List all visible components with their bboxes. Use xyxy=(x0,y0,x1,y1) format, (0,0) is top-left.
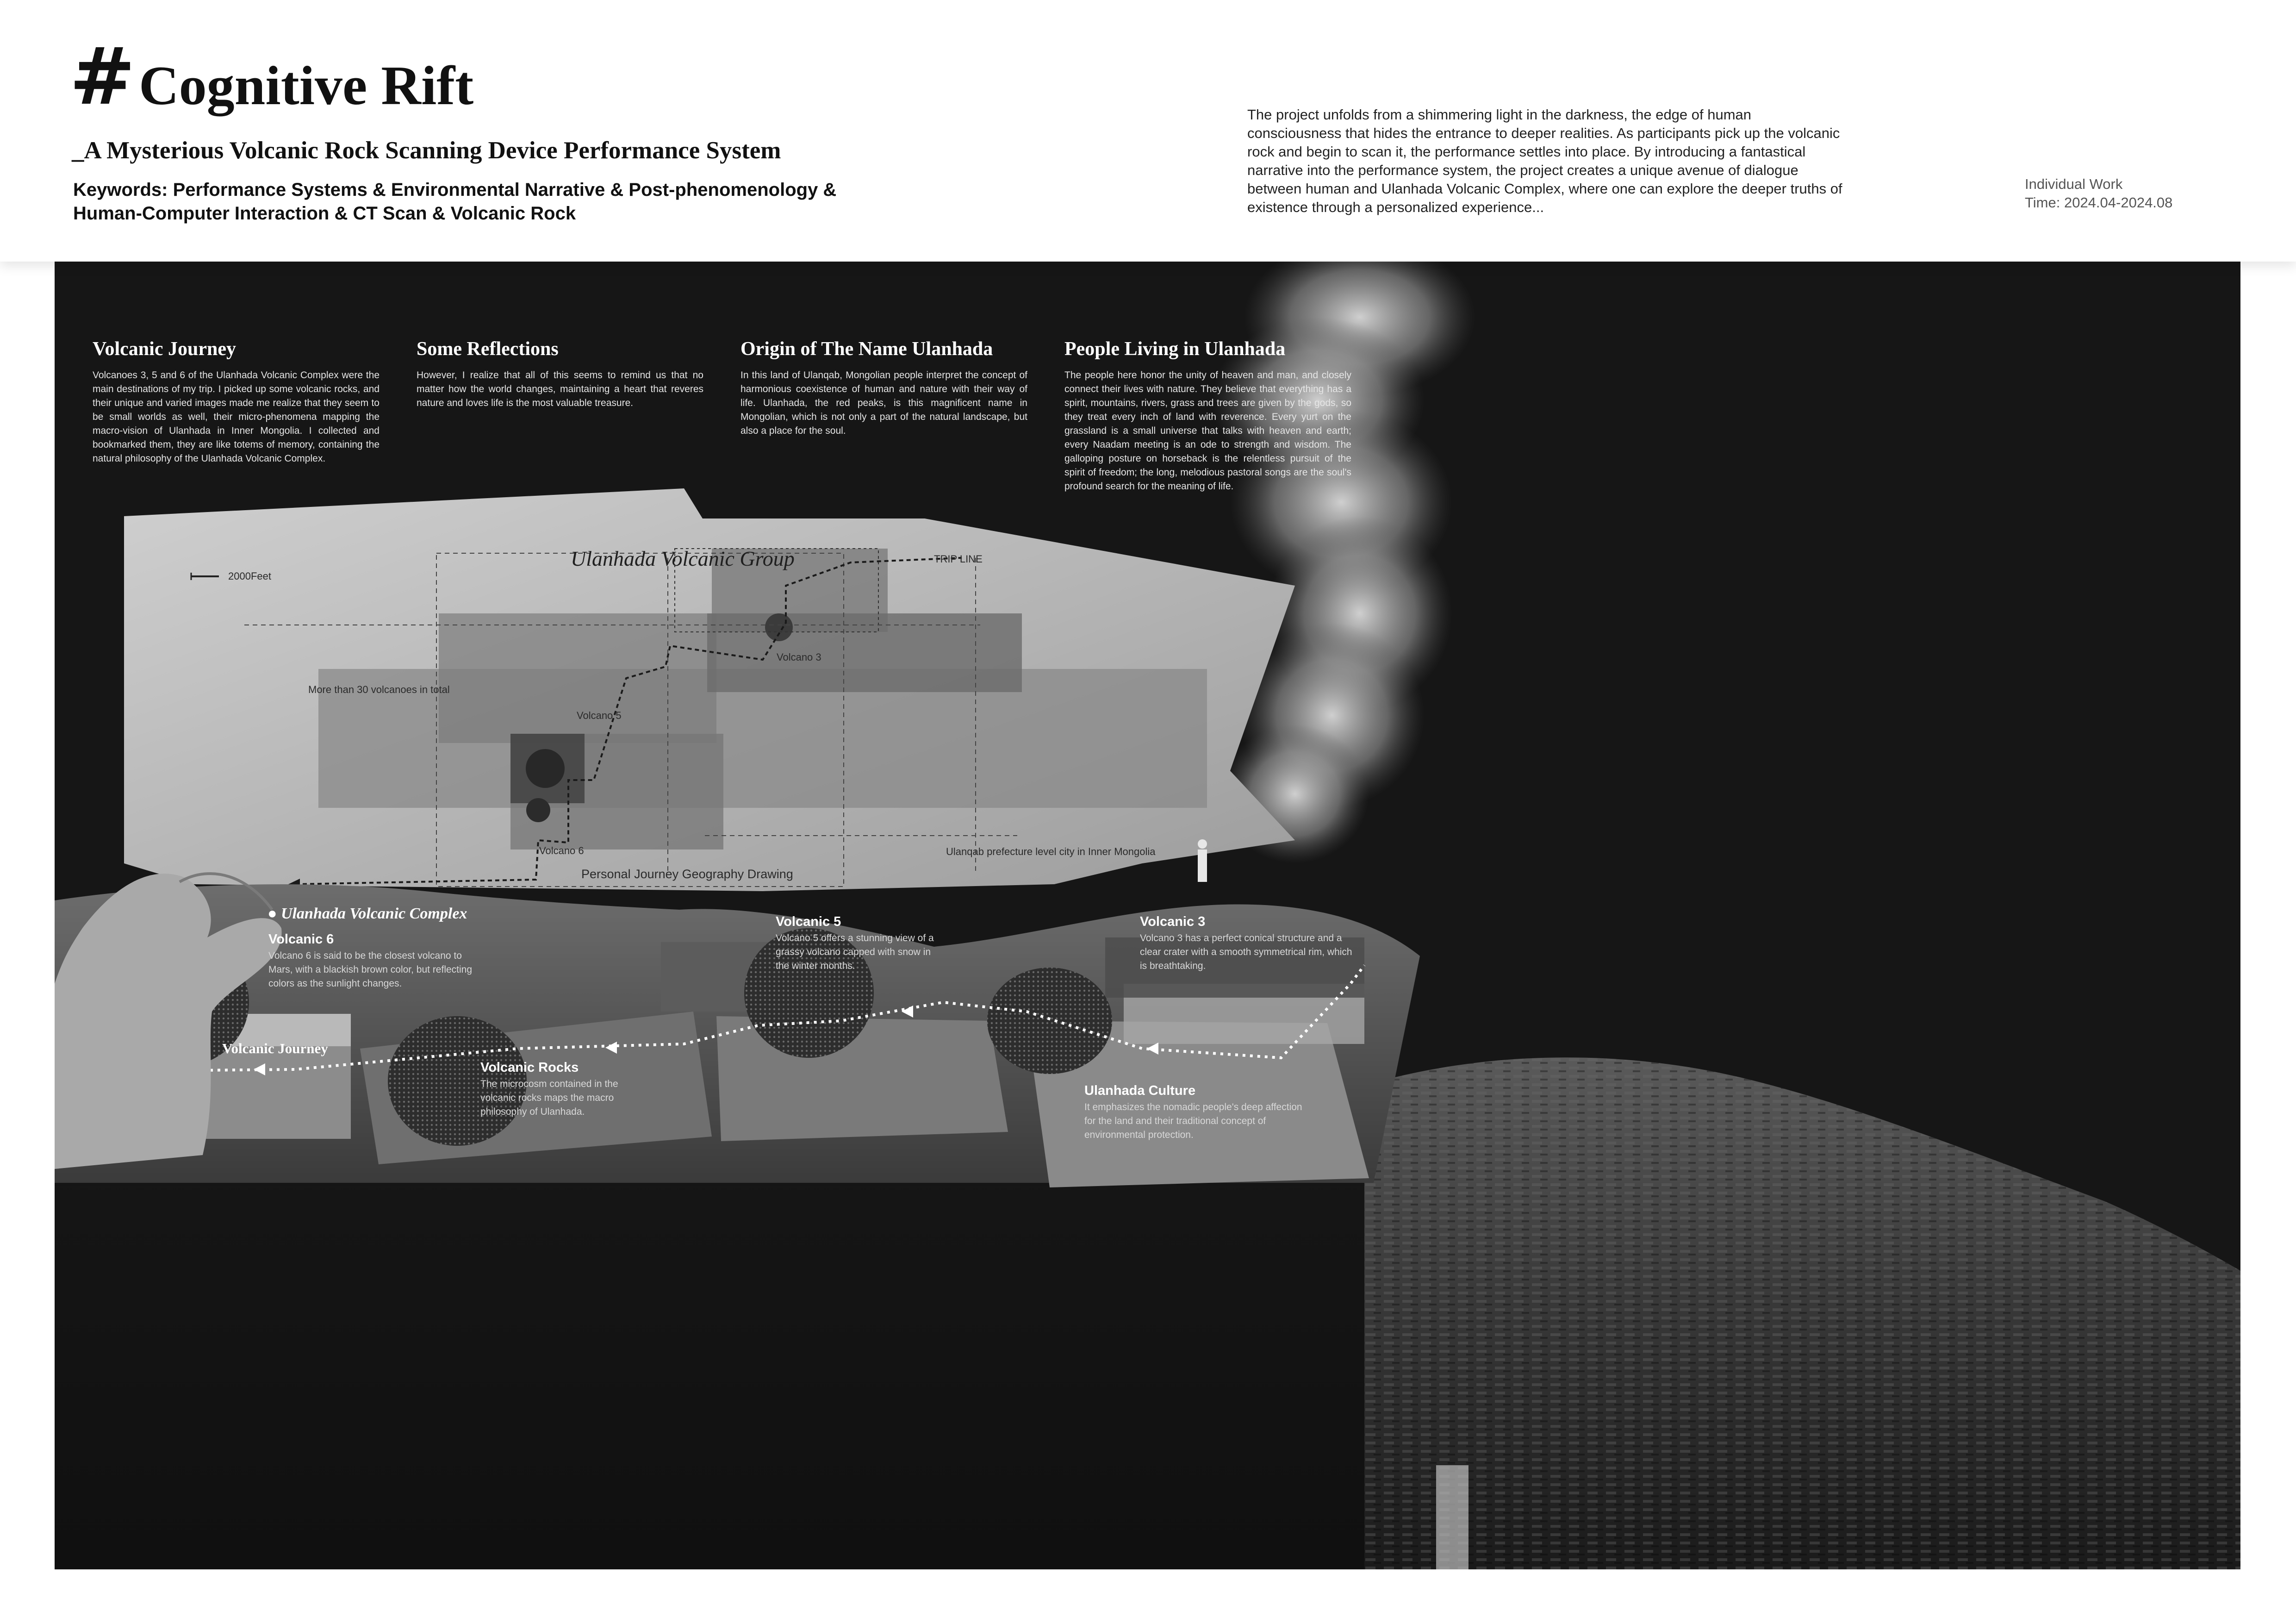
note-title: Volcanic 3 xyxy=(1140,914,1206,929)
note-text: Volcano 5 offers a stunning view of a grassy volcano capped with snow in the winter months. xyxy=(776,933,934,971)
map-caption: Personal Journey Geography Drawing xyxy=(581,867,793,881)
header xyxy=(0,0,2296,262)
map-title: Ulanhada Volcanic Group xyxy=(571,547,795,570)
map-volcano-5-label: Volcano 5 xyxy=(577,710,622,721)
note-title: Volcanic Rocks xyxy=(480,1060,579,1075)
complex-heading: ● Ulanhada Volcanic Complex xyxy=(268,905,467,922)
keywords xyxy=(73,178,915,225)
map-scale: 2000Feet xyxy=(228,570,271,582)
main-panel xyxy=(55,262,2240,1569)
map-volcano-6-label: Volcano 6 xyxy=(539,845,584,856)
column-title: Volcanic Journey xyxy=(93,338,236,360)
volcanic-rocks-note xyxy=(480,1060,647,1119)
column-title: Origin of The Name Ulanhada xyxy=(740,338,993,360)
note-text: The microcosm contained in the volcanic rocks maps the macro philosophy of Ulanhada. xyxy=(480,1079,618,1117)
project-intro: The project unfolds from a shimmering light in the darkness, the edge of human consciousness that hides the entrance to deeper realities. As participants pick up the volcanic rock and begin to scan it, the performance settles into place. By introducing a fantastical narrative into the performance system, the project creates a unique avenue of dialogue between human and Ulanhada Volcanic Complex, where one can explore the deeper truths of existence through a personalized experience... xyxy=(1247,106,1842,215)
note-text: Volcano 6 is said to be the closest volcano to Mars, with a blackish brown color, but reflecting colors as the sunlight changes. xyxy=(268,950,473,989)
ulanhada-culture-note xyxy=(1084,1083,1316,1142)
map-volcano-3-label: Volcano 3 xyxy=(777,651,821,663)
page-title: Cognitive Rift xyxy=(139,55,474,116)
column-title: People Living in Ulanhada xyxy=(1064,338,1286,360)
note-text: Volcano 3 has a perfect conical structure and a clear crater with a smooth symmetrical rim, which is breathtaking. xyxy=(1140,933,1352,971)
note-title: Ulanhada Culture xyxy=(1084,1083,1196,1098)
work-type: Individual Work xyxy=(2025,176,2123,192)
column-text: The people here honor the unity of heaven and man, and closely connect their lives with nature. They believe that everything has a spirit, mountains, rivers, grass and trees are given by the gods, so they treat every inch of land with reverence. Every yurt on the grassland is a small universe that talks with heaven and earth; every Naadam meeting is an ode to strength and wisdom. The galloping posture on horseback is the relentless pursuit of the spirit of freedom; the long, melodious pastoral songs are the soul's profound search for the meaning of life. xyxy=(1064,370,1351,492)
map-city-note: Ulanqab prefecture level city in Inner Mongolia xyxy=(946,846,1156,857)
keywords-line-2: Human-Computer Interaction & CT Scan & Volcanic Rock xyxy=(73,203,576,224)
note-text: It emphasizes the nomadic people's deep affection for the land and their traditional concept of environmental protection. xyxy=(1084,1102,1302,1140)
work-info xyxy=(2025,175,2172,212)
note-title: Volcanic 6 xyxy=(268,932,334,947)
volcanic-5-note xyxy=(776,914,942,973)
volcanic-journey-label: Volcanic Journey xyxy=(222,1040,328,1056)
column-title: Some Reflections xyxy=(417,338,559,360)
keywords-line-1: Keywords: Performance Systems & Environmental Narrative & Post-phenomenology & xyxy=(73,180,837,200)
hash-symbol: # xyxy=(69,30,136,123)
page-subtitle: _A Mysterious Volcanic Rock Scanning Device Performance System xyxy=(72,137,781,164)
column-text: Volcanoes 3, 5 and 6 of the Ulanhada Volcanic Complex were the main destinations of my trip. I picked up some volcanic rocks, and their unique and varied images made me realize that they seem to be small worlds as well, their micro-phenomena mapping the macro-vision of Ulanhada in Inner Mongolia. I collected and bookmarked them, they are like totems of memory, containing the natural philosophy of the Ulanhada Volcanic Complex. xyxy=(93,370,380,464)
volcanic-6-note xyxy=(268,932,481,991)
map-count-note: More than 30 volcanoes in total xyxy=(308,684,450,695)
volcanic-3-note xyxy=(1140,914,1353,973)
column-text: However, I realize that all of this seems to remind us that no matter how the world changes, maintaining a heart that reveres nature and loves life is the most valuable treasure. xyxy=(417,370,703,408)
column-text: In this land of Ulanqab, Mongolian people interpret the concept of harmonious coexistence of human and nature with their way of life. Ulanhada, the red peaks, is this magnificent name in Mongolian, which is not only a part of the natural landscape, but also a place for the soul. xyxy=(740,370,1027,436)
map-trip-line-label: TRIP LINE xyxy=(934,553,983,565)
work-time: Time: 2024.04-2024.08 xyxy=(2025,194,2173,211)
note-title: Volcanic 5 xyxy=(776,914,841,929)
